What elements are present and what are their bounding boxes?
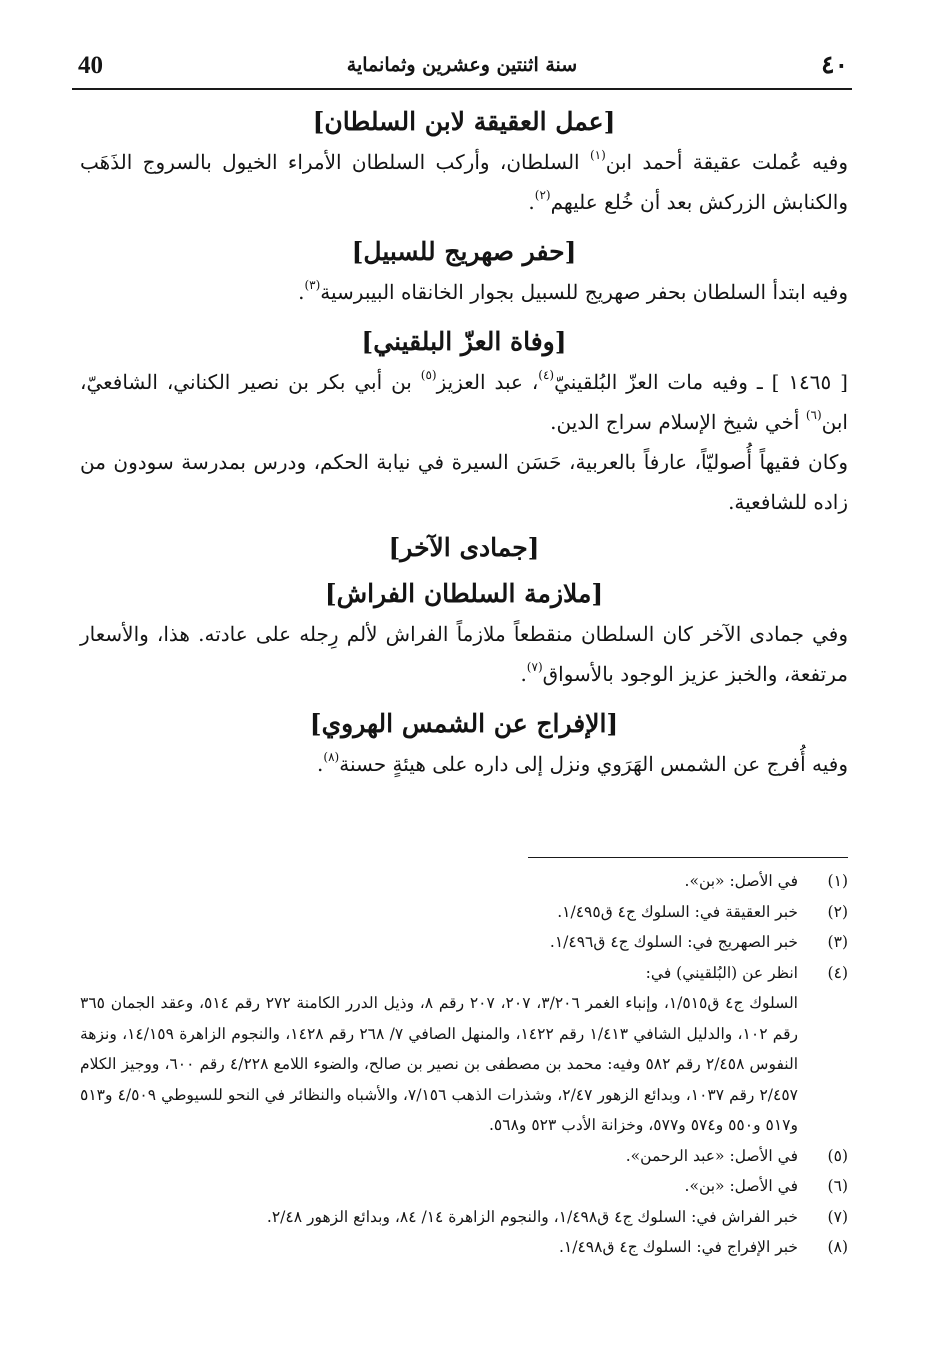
footnote [152, 1141, 848, 1172]
main-text [80, 102, 848, 784]
footnote-text: خبر الإفراج في: السلوك ج٤ ق١/٤٩٨. [558, 1238, 798, 1256]
footnote-ref: (٥) [420, 368, 437, 383]
footnote-ref: (١) [589, 148, 606, 163]
footnote [152, 1171, 848, 1202]
footnote [152, 866, 848, 897]
paragraph: وفيه أُفرج عن الشمس الهَرَوي ونزل إلى داره على هيئةٍ حسنة$^{(٨)}$. [317, 750, 848, 776]
footnote-continuation [80, 988, 848, 1141]
paragraph: وفيه ابتدأ السلطان بحفر صهريج للسبيل بجوار الخانقاه البيبرسية$^{(٣)}$. [298, 278, 848, 304]
section-heading: [ملازمة السلطان الفراش] [324, 579, 604, 608]
footnote-text: انظر عن (البُلقيني) في: [645, 963, 798, 982]
footnote-number: (٣) [827, 933, 848, 951]
month-heading: [جمادى الآخر] [388, 533, 540, 562]
page-number-arabic: ٤٠ [821, 50, 848, 79]
footnote-ref: (٨) [323, 750, 340, 765]
footnote-number: (٧) [827, 1207, 848, 1226]
footnote [152, 1202, 848, 1233]
footnote-text: خبر الفراش في: السلوك ج٤ ق١/٤٩٨، والنجوم الزاهرة ١٤/ ٨٤، وبدائع الزهور ٢/٤٨. [266, 1207, 798, 1226]
paragraph: وفي جمادى الآخر كان السلطان منقطعاً ملازماً الفراش لألم رِجله على عادته. هذا، والأسعار مرتفعة، والخبز عزيز الوجود بالأسواق$^{(٧)}$. [80, 622, 848, 686]
footnote-ref: (٧) [526, 660, 543, 675]
running-title: سنة اثنتين وعشرين وثمانماية [346, 54, 578, 76]
paragraph: [ ١٤٦٥ ] ـ وفيه مات العزّ البُلقينيّ$^{(٤)}$، عبد العزيز$^{(٥)}$ بن أبي بكر بن نصير الكناني، الشافعيّ، ابن$^{(٦)}$ أخي شيخ الإسلام سراج الدين. [80, 368, 848, 434]
footnote-ref: (٦) [805, 408, 822, 423]
footnote-text: خبر العقيقة في: السلوك ج٤ ق١/٤٩٥. [557, 902, 798, 921]
footnote-text: في الأصل: «بن». [684, 1177, 798, 1195]
footnote-number: (٦) [827, 1177, 848, 1195]
footnote-ref: (٣) [304, 278, 321, 293]
section-heading: [وفاة العزّ البلقيني] [361, 327, 567, 356]
footnote-text: خبر الصهريج في: السلوك ج٤ ق١/٤٩٦. [549, 933, 798, 951]
paragraph: وفيه عُملت عقيقة أحمد ابن$^{(١)}$ السلطان، وأركب السلطان الأمراء الخيول بالسروج الذَهَب والكنابش الزركش بعد أن خُلع عليهم$^{(٢)}$. [80, 148, 848, 214]
footnote-rule [528, 857, 848, 858]
footnote-number: (٥) [827, 1146, 848, 1165]
footnote-text: السلوك ج٤ ق١/٥١٥، وإنباء الغمر ٣/٢٠٦، ٢٠٧، ٢٠٧ رقم ٨، وذيل الدرر الكامنة ٢٧٢ رقم ٥١٤، وعقد الجمان ٣٦٥ رقم ١٠٢، والدليل الشافي ١/٤١٣ رقم ١٤٢٢، والمنهل الصافي ٧/ ٢٦٨ رقم ١٤٢٨، والنجوم الزاهرة ١٤/١٥٩، ونزهة النفوس ٢/٤٥٨ رقم ٥٨٢ وفيه: محمد بن مصطفى بن نصير بن صالح، والضوء اللامع ٤/٢٢٨ رقم ٦٠٠، ووجيز الكلام ٢/٤٥٧ رقم ١٠٣٧، وبدائع الزهور ٢/٤٧، وشذرات الذهب ٧/١٥٦، والأشباه والنظائر في النحو للسيوطي ٤/٥٠٩ و٥١٣ و٥١٧ و٥٥٠ و٥٧٤ و٥٧٧، وخزانة الأدب ٥٢٣ و٥٦٨. [80, 994, 799, 1134]
footnote [152, 927, 848, 958]
footnote [152, 897, 848, 928]
paragraph: وكان فقيهاً أُصوليّاً، عارفاً بالعربية، حَسَن السيرة في نيابة الحكم، ودرس بمدرسة سودون من زاده للشافعية. [80, 450, 848, 514]
footnote-number: (١) [827, 872, 848, 890]
footnote [152, 1232, 848, 1263]
page-number-latin: 40 [78, 52, 103, 79]
section-heading: [حفر صهريج للسبيل] [351, 237, 577, 266]
footnote [152, 958, 848, 989]
footnotes [80, 866, 848, 1263]
footnote-number: (٨) [827, 1238, 848, 1256]
header-rule [72, 88, 852, 90]
footnote-ref: (٤) [538, 368, 555, 383]
running-header [72, 50, 852, 86]
footnote-text: في الأصل: «بن». [684, 872, 798, 890]
footnote-ref: (٢) [534, 188, 551, 203]
section-heading: [الإفراج عن الشمس الهروي] [309, 709, 619, 738]
footnote-text: في الأصل: «عبد الرحمن». [625, 1146, 798, 1165]
footnote-number: (٢) [827, 902, 848, 921]
section-heading: [عمل العقيقة لابن السلطان] [312, 107, 616, 136]
footnote-number: (٤) [827, 963, 848, 982]
